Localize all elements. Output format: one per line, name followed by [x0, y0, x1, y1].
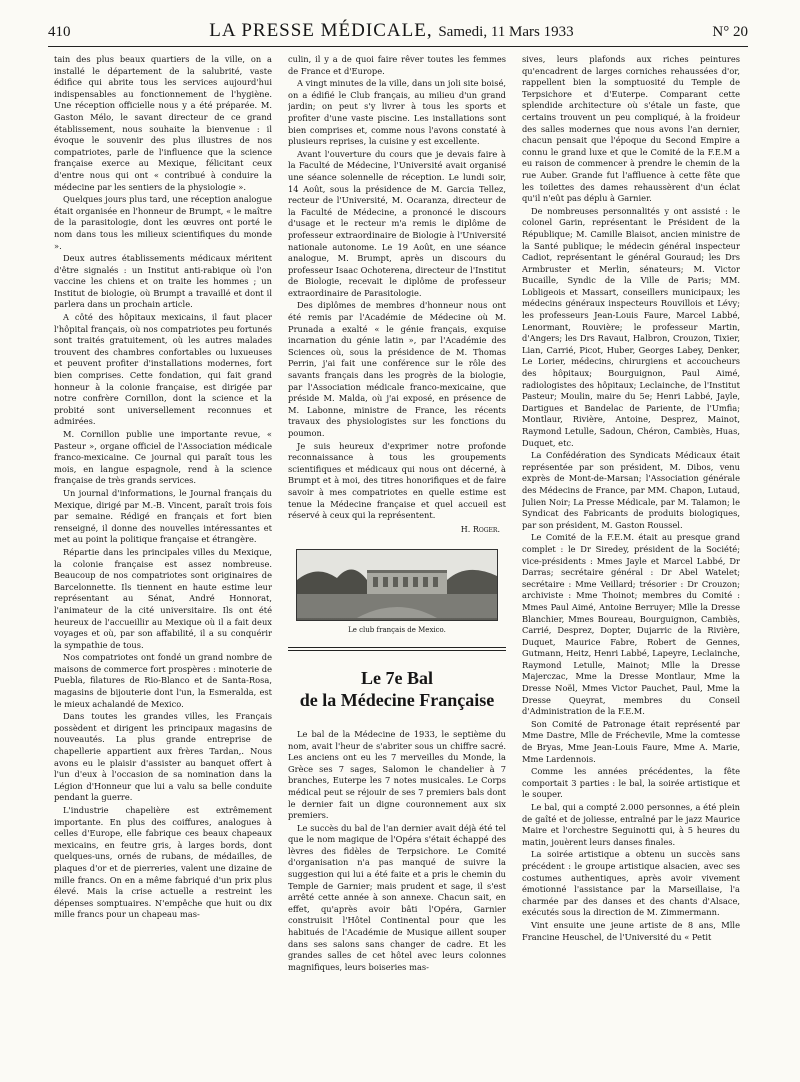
photo-caption: Le club français de Mexico.	[348, 626, 446, 635]
issue-date: Samedi, 11 Mars 1933	[438, 24, 574, 40]
paragraph: Son Comité de Patronage était représenté par Mme Dastre, Mlle de Fréchevile, Mme la comtesse de Bryas, Mme Jean-Louis Faure, Mme A. Marie, Mme Lardennois.	[522, 718, 740, 764]
paragraph: La Confédération des Syndicats Médicaux était représentée par son président, M. Dibos, venu exprès de Mont-de-Marsan; l'Association générale des Médecins de France, par MM. Chapon, Lutaud, Julien Noir; La Presse Médicale, par M. Talamon; le Syndicat des Fabricants de produits biologiques, par son président, M. Gaston Roussel.	[522, 450, 740, 530]
paragraph: M. Cornillon publie une importante revue, « Pasteur », organe officiel de l'Association médicale franco-mexicaine. Ce journal qui paraît tous les mois, en langue espagnole, rend à la science française de très grands services.	[54, 429, 272, 486]
issue-number: N° 20	[712, 24, 748, 40]
paragraph: Le Comité de la F.E.M. était au presque grand complet : le Dr Siredey, président de la Société; vice-présidents : Mmes Jayle et Marcel Labbé, Dr Darras; secrétaire général : Dr Abel Watelet; secrétaire : Mme Veillard; trésorier : Dr Crouzon; archiviste : Mme Thoinot; membres du Comité : Mmes Paul Aimé, Antoine Berruyer; Mlle la Dresse Blanchier, Mmes Boureau, Bourguignon, Cambiès, Carrié, Desprez, Dopter, Dujarric de la Rivière, Duquet, Maurice Fabre, Robert de Gennes, Gutmann, Heitz, Henri Labbé, Lapeyre, Leclainche, Raymond Letulle, Mainot; Mlle la Dresse Majerczac, Mme la Dresse Montlaur, Mme la Dresse Noël, Mmes Victor Pauchet, Paul, Mme la Dresse Queyrat, membres du Conseil d'Administration de la F.E.M.	[522, 532, 740, 717]
paragraph: Vint ensuite une jeune artiste de 8 ans, Mlle Francine Heuschel, de l'Université du « Petit	[522, 919, 740, 942]
column-3	[522, 54, 740, 1069]
club-building-image	[297, 550, 497, 618]
paragraph: sives, leurs plafonds aux riches peintures qu'encadrent de larges corniches rehaussées d'or, rappellent bien la somptuosité du Temple de Terpsichore et d'Euterpe. Comparant cette splendide architecture où s'étale un faste, que certains trouvent un peu compliqué, à la froideur des salles modernes que nous avons l'an dernier, chacun pensait que l'époque du Second Empire a connu le grand luxe et que le Comité de la F.E.M a eu raison de commencer à prendre le chemin de la rue Auber. Grande fut l'affluence à cette fête que les toilettes des dames rehaussèrent d'un éclat qu'il n'eût pas déplu à Garnier.	[522, 54, 740, 204]
paragraph: La soirée artistique a obtenu un succès sans précédent : le groupe artistique alsacien, avec ses costumes authentiques, après avoir vivement émotionné l'assistance par la Marseillaise, l'a charmée par des danses et des chants d'Alsace, exécutés sous la direction de M. Zimmermann.	[522, 849, 740, 918]
paragraph: culin, il y a de quoi faire rêver toutes les femmes de France et d'Europe.	[288, 54, 506, 76]
paragraph: De nombreuses personnalités y ont assisté : le colonel Garin, représentant le Président de la République; M. Camille Blaisot, ancien ministre de la Santé publique; le médecin général inspecteur Cadiot, représentant le général Gouraud; les Drs Armbruster et Merlin, sénateurs; M. Victor Bucaille, Syndic de la Ville de Paris; MM. Lobligeois et Massart, conseillers municipaux; les médecins généraux inspecteurs Rouvillois et Lévy; les professeurs Jean-Louis Faure, Marcel Labbé, Lenormant, Rouvière; le professeur Martin, d'Angers; les Drs Ravaut, Halbron, Crouzon, Tixier, Lian, Carrié, Picot, Huber, Georges Labey, Denker, Le Lorier, médecins, chirurgiens et accoucheurs des hôpitaux; Bourguignon, Paul Aimé, radiologistes des hôpitaux; Leclainche, de l'Institut Pasteur; Moulin, maire du 5e; Henri Labbé, Jayle, Dartigues et Bandelac de Pariente, de l'Umfia; Montlaur, Rivière, Antoine, Desprez, Mainot, Raymond Letulle, Sadoun, Chéron, Cambiès, Huas, Duquet, etc.	[522, 205, 740, 448]
journal-name: LA PRESSE MÉDICALE,	[209, 20, 433, 41]
paragraph: Comme les années précédentes, la fête comportait 3 parties : le bal, la soirée artistique et le souper.	[522, 766, 740, 800]
paragraph: Des diplômes de membres d'honneur nous ont été remis par l'Académie de Médecine où M. Prunada a exalté « le génie français, exquise incarnation du génie latin », par l'Académie des Sciences où, sous la présidence de M. Thomas Perrin, j'ai fait une conférence sur le rôle des savants français dans les progrès de la biologie, par l'Association médicale franco-mexicaine, que préside M. Malda, où j'ai exposé, en présence de M. Labonne, ministre de France, les récents travaux des physiologistes sur les fonctions du poumon.	[288, 300, 506, 438]
journal-title	[209, 20, 573, 42]
paragraph: Un journal d'informations, le Journal français du Mexique, dirigé par M.-B. Vincent, paraît trois fois par semaine. Rédigé en français et fort bien renseigné, il donne des nouvelles intéressantes et met au point la politique française et étrangère.	[54, 487, 272, 545]
paragraph: Le succès du bal de l'an dernier avait déjà été tel que le nom magique de l'Opéra s'était échappé des lèvres des fidèles de Terpsichore. Le Comité d'organisation n'a pas manqué de suivre la suggestion qui lui a été faite et a pris le chemin du Temple de Garnier; mais prudent et sage, il s'est arrêté cette année à son annexe. Chacun sait, en effet, qu'après avoir bâti l'Opéra, Garnier construisit l'Hôtel Continental pour que les habitués de l'Académie de Musique aillent souper dans ses salons sans changer de cadre. Et les grandes salles de cet hôtel avec leurs colonnes magnifiques, leurs boiseries mas-	[288, 822, 506, 972]
paragraph: Je suis heureux d'exprimer notre profonde reconnaissance à tous les groupements scientifiques et médicaux qui nous ont décerné, à Brumpt et à moi, des titres honorifiques et de faire savoir à mes compatriotes en quelle estime est tenue la Médecine française et quel accueil est réservé à ceux qui la représentent.	[288, 440, 506, 521]
divider	[288, 650, 506, 651]
paragraph: Dans toutes les grandes villes, les Français possèdent et dirigent les principaux magasins de nouveautés. La plus grande entreprise de chapellerie appartient aux frères Tardan,. Nous avons eu le plaisir d'assister au banquet offert à l'un d'eux à l'occasion de sa nomination dans la Légion d'Honneur que lui a valu sa belle conduite pendant la guerre.	[54, 711, 272, 803]
club-photo	[296, 549, 498, 621]
paragraph: A côté des hôpitaux mexicains, il faut placer l'hôpital français, où nos compatriotes peu fortunés sont traités gratuitement, où les autres malades trouvent des chambres confortables ou luxueuses et peuvent profiter d'installations modernes, fort bien comprises. Cette fondation, qui fait grand honneur à la colonie française, est dirigée par notre confrère Cornillon, dont la science et la probité sont universellement reconnues et admirées.	[54, 312, 272, 427]
paragraph: A vingt minutes de la ville, dans un joli site boisé, on a édifié le Club français, au milieu d'un grand jardin; on peut s'y livrer à tous les sports et profiter d'une vaste piscine. Les installations sont bien comprises et, comme nous l'avons constaté à plusieurs reprises, la cuisine y est excellente.	[288, 78, 506, 147]
article-title-line-2: de la Médecine Française	[299, 689, 495, 710]
divider	[288, 647, 506, 648]
author-signature: H. Roger.	[460, 524, 500, 534]
paragraph: Avant l'ouverture du cours que je devais faire à la Faculté de Médecine, l'Université avait organisé une séance solennelle de réception. Le lundi soir, 14 Août, sous la présidence de M. Garcia Tellez, recteur de l'Université, M. Ocaranza, directeur de la Faculté de Médecine, a prononcé le discours d'usage et le recteur m'a remis le diplôme de professeur extraordinaire de Biologie à l'Université nationale autonome. Le 19 Août, en une séance analogue, M. Brumpt, après un discours du professeur Isaac Ochoterena, directeur de l'Institut de Biologie, recevait le diplôme de professeur extraordinaire de Parasitologie.	[288, 148, 506, 298]
page-number: 410	[48, 24, 71, 40]
article-title-line-1: Le 7e Bal	[361, 667, 433, 688]
article-title	[288, 667, 506, 711]
page-header	[48, 20, 748, 47]
paragraph: Nos compatriotes ont fondé un grand nombre de maisons de commerce fort prospères : minoterie de Puebla, filatures de Rio-Blanco et de Santa-Rosa, magasins de bijouterie dont l'un, la Esmeralda, est le mieux achalandé de Mexico.	[54, 652, 272, 709]
paragraph: Le bal de la Médecine de 1933, le septième du nom, avait l'heur de s'abriter sous un chiffre sacré. Les anciens ont eu les 7 merveilles du Monde, la Grèce ses 7 sages, Salomon le chandelier à 7 branches, Euterpe les 7 notes musicales. Le Corps médical peut se réjouir de ses 7 premiers bals dont le dernier fait un digne couronnement aux six premiers.	[288, 728, 506, 821]
column-2	[288, 54, 506, 1069]
paragraph: Le bal, qui a compté 2.000 personnes, a été plein de gaîté et de joliesse, entraîné par le jazz Maurice Maire et l'orchestre Seguinotti qui, à 5 heures du matin, jouèrent leurs danses finales.	[522, 802, 740, 847]
paragraph: Quelques jours plus tard, une réception analogue était organisée en l'honneur de Brumpt, « le maître de la parasitologie, dont les œuvres ont porté le nom dans tous les milieux scientifiques du monde ».	[54, 194, 272, 251]
paragraph: Deux autres établissements médicaux méritent d'être signalés : un Institut anti-rabique où l'on vaccine les chiens et on traite les hommes ; un Institut de biologie, où Brumpt a travaillé et dont il parlera dans un prochain article.	[54, 253, 272, 310]
column-1	[54, 54, 272, 1069]
paragraph: tain des plus beaux quartiers de la ville, on a installé le département de la salubrité, vaste édifice qui abrite tous les services aujourd'hui indispensables au fonctionnement de l'hygiène. Une réception officielle nous y a été préparée. M. Gaston Mélo, le savant directeur de ce grand établissement, nous souhaite la bienvenue : il évoque le souvenir des plus illustres de nos compatriotes, parle de l'influence que la science française exerce au Mexique, félicitant ceux d'entre nous qui ont « contribué à conduire la médecine par les sentiers de la physiologie ».	[54, 54, 272, 192]
paragraph: Répartie dans les principales villes du Mexique, la colonie française est assez nombreuse. Beaucoup de nos compatriotes sont originaires de Barcelonnette. Ils tiennent en haute estime leur représentant au Sénat, André Honnorat, l'animateur de la cité universitaire. Ils ont été heureux de l'accueillir au Mexique où il a fait deux voyages et où, par son affabilité, il a su conquérir la sympathie de tous.	[54, 546, 272, 650]
paragraph: L'industrie chapelière est extrêmement importante. En plus des coiffures, analogues à celles d'Europe, elle fabrique ces beaux chapeaux mexicains, en feutre gris, à larges bords, dont quelques-uns, ornés de rubans, de médailles, de plaques d'or et de pierreries, valent une dizaine de mille francs. On en a même fabriqué d'un prix plus élevé. Mais la crise actuelle a restreint les dépenses somptuaires. N'empêche que huit ou dix mille francs pour un chapeau mas-	[54, 805, 272, 920]
